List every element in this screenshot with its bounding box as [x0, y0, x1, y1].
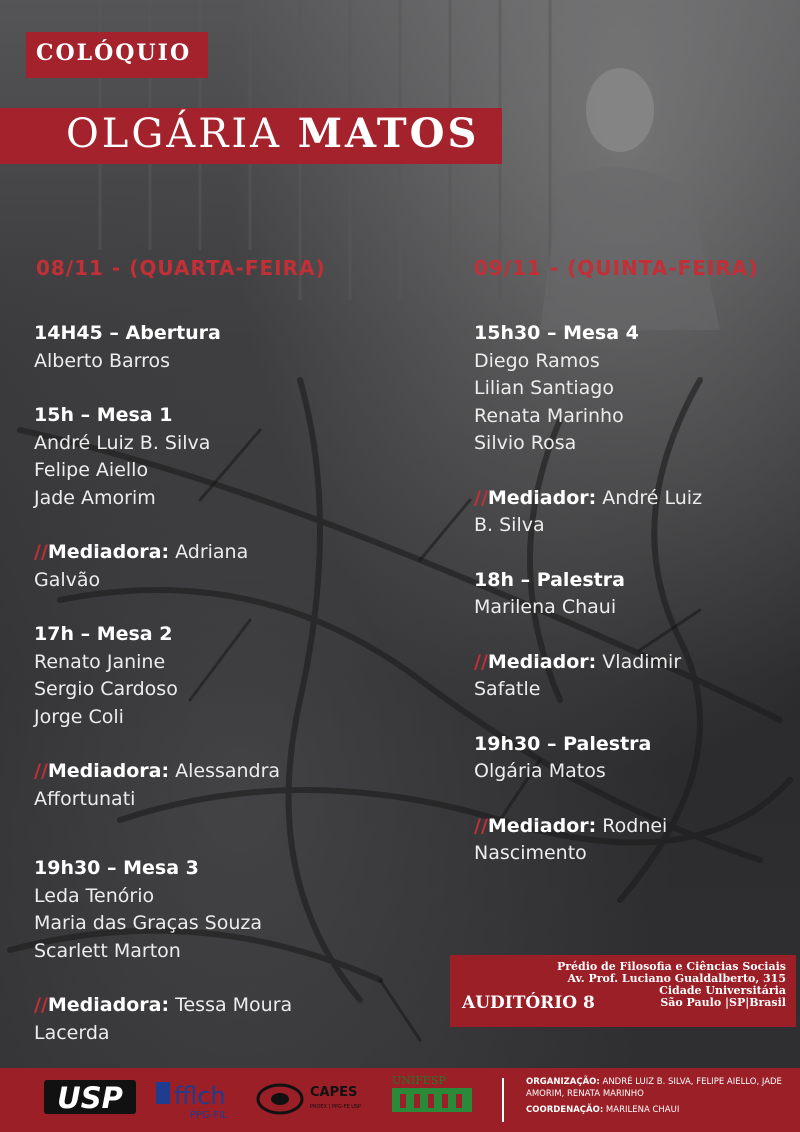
- usp-logo-text: USP: [57, 1081, 123, 1115]
- capes-logo: [256, 1078, 376, 1124]
- venue-building: Prédio de Filosofia e Ciências Sociais: [556, 960, 786, 973]
- moderator-mesa-1: [34, 539, 292, 594]
- schedule-left: [34, 320, 292, 1047]
- venue-room: AUDITÓRIO 8: [462, 993, 595, 1013]
- moderator-name: André Luiz: [596, 486, 703, 509]
- speaker: Scarlett Marton: [34, 939, 181, 962]
- coordination-line: [526, 1104, 796, 1116]
- moderator-name: Alessandra: [169, 760, 281, 782]
- portrait-shape: [586, 68, 654, 152]
- speaker: Diego Ramos: [474, 349, 600, 372]
- moderator-name-cont: Safatle: [474, 678, 541, 700]
- slash-mark: //: [474, 486, 488, 509]
- moderator-label: Mediadora:: [47, 541, 170, 563]
- capes-logo-sub: PROEX | PPG-FE USP: [310, 1104, 362, 1110]
- session-heading: 17h – Mesa 2: [34, 623, 173, 645]
- moderator-name-cont: Nascimento: [474, 842, 587, 864]
- speaker: Renato Janine: [34, 650, 166, 673]
- moderator-lecture-2: [474, 813, 702, 868]
- speaker: Leda Tenório: [34, 884, 155, 907]
- slash-mark: //: [34, 541, 48, 563]
- organization-label: ORGANIZAÇÃO:: [526, 1077, 600, 1087]
- speaker: Silvio Rosa: [474, 432, 577, 454]
- capes-logo-text: CAPES: [310, 1085, 358, 1100]
- session-mesa-1: [34, 402, 292, 512]
- moderator-label: Mediador:: [487, 650, 597, 673]
- footer-bar: [0, 1068, 800, 1132]
- fflch-logo-sub: PPG-FIL: [190, 1110, 228, 1121]
- unifesp-logo: [388, 1072, 478, 1132]
- speaker: André Luiz B. Silva: [34, 431, 211, 454]
- speaker: Felipe Aiello: [34, 459, 149, 481]
- moderator-name: Vladimir: [596, 650, 682, 673]
- footer-divider: [502, 1078, 504, 1122]
- moderator-lecture-1: [474, 649, 702, 704]
- coordination-label: COORDENAÇÃO:: [526, 1105, 604, 1115]
- session-lecture-2: [474, 731, 702, 786]
- speaker: Jorge Coli: [34, 705, 124, 728]
- speaker: Marilena Chaui: [474, 596, 617, 618]
- moderator-name: Rodnei: [596, 814, 668, 837]
- organization-line: [526, 1076, 796, 1100]
- venue-street: Av. Prof. Luciano Gualdalberto, 315: [567, 972, 786, 985]
- coordination-name: MARILENA CHAUI: [603, 1105, 680, 1115]
- slash-mark: //: [474, 650, 488, 673]
- slash-mark: //: [34, 994, 48, 1016]
- session-heading: 15h30 – Mesa 4: [474, 322, 639, 344]
- organization-names: ANDRÉ LUIZ B. SILVA, FELIPE AIELLO, JADE AMORIM, RENATA MARINHO: [526, 1077, 782, 1099]
- moderator-name-cont: B. Silva: [474, 514, 545, 536]
- honoree-last-name: MATOS: [297, 110, 480, 157]
- usp-logo: [44, 1078, 136, 1120]
- speaker: Jade Amorim: [34, 486, 156, 509]
- speaker: Maria das Graças Souza: [34, 912, 262, 934]
- venue-box: [450, 955, 796, 1027]
- moderator-mesa-4: [474, 485, 702, 540]
- venue-city: São Paulo |SP|Brasil: [660, 996, 786, 1009]
- speaker: Sergio Cardoso: [34, 678, 178, 700]
- moderator-name-cont: Lacerda: [34, 1021, 110, 1044]
- unifesp-logo-text: UNIFESP: [392, 1074, 446, 1087]
- session-mesa-4: [474, 320, 702, 458]
- speaker: Olgária Matos: [474, 760, 606, 782]
- day-heading-left: 08/11 - (QUARTA-FEIRA): [36, 256, 326, 280]
- colloquium-label: COLÓQUIO: [36, 40, 192, 66]
- moderator-label: Mediador:: [487, 486, 597, 509]
- session-heading: 18h – Palestra: [474, 568, 625, 591]
- moderator-label: Mediadora:: [47, 994, 170, 1016]
- moderator-name: Adriana: [169, 541, 249, 563]
- moderator-name-cont: Affortunati: [34, 787, 136, 810]
- speaker: Alberto Barros: [34, 349, 171, 372]
- moderator-name-cont: Galvão: [34, 568, 101, 591]
- session-heading: 15h – Mesa 1: [34, 404, 173, 426]
- session-opening: [34, 320, 292, 375]
- moderator-label: Mediador:: [487, 814, 597, 837]
- slash-mark: //: [34, 760, 48, 782]
- day-heading-right: 09/11 - (QUINTA-FEIRA): [474, 256, 759, 280]
- session-heading: 19h30 – Mesa 3: [34, 857, 199, 879]
- credits: [526, 1076, 796, 1116]
- fflch-logo: [156, 1076, 242, 1126]
- session-heading: 14H45 – Abertura: [34, 322, 221, 344]
- session-heading: 19h30 – Palestra: [474, 732, 652, 755]
- speaker: Lilian Santiago: [474, 377, 614, 399]
- slash-mark: //: [474, 814, 488, 837]
- moderator-name: Tessa Moura: [169, 994, 293, 1016]
- fflch-logo-text: fflch: [174, 1082, 226, 1110]
- honoree-name: [66, 110, 479, 157]
- honoree-first-name: OLGÁRIA: [66, 111, 282, 157]
- moderator-label: Mediadora:: [47, 760, 170, 782]
- moderator-mesa-2: [34, 758, 292, 813]
- session-mesa-2: [34, 621, 292, 731]
- session-lecture-1: [474, 567, 702, 622]
- moderator-mesa-3: [34, 992, 292, 1047]
- venue-campus: Cidade Universitária: [659, 984, 786, 997]
- session-mesa-3: [34, 855, 292, 965]
- speaker: Renata Marinho: [474, 404, 624, 427]
- schedule-right: [474, 320, 702, 868]
